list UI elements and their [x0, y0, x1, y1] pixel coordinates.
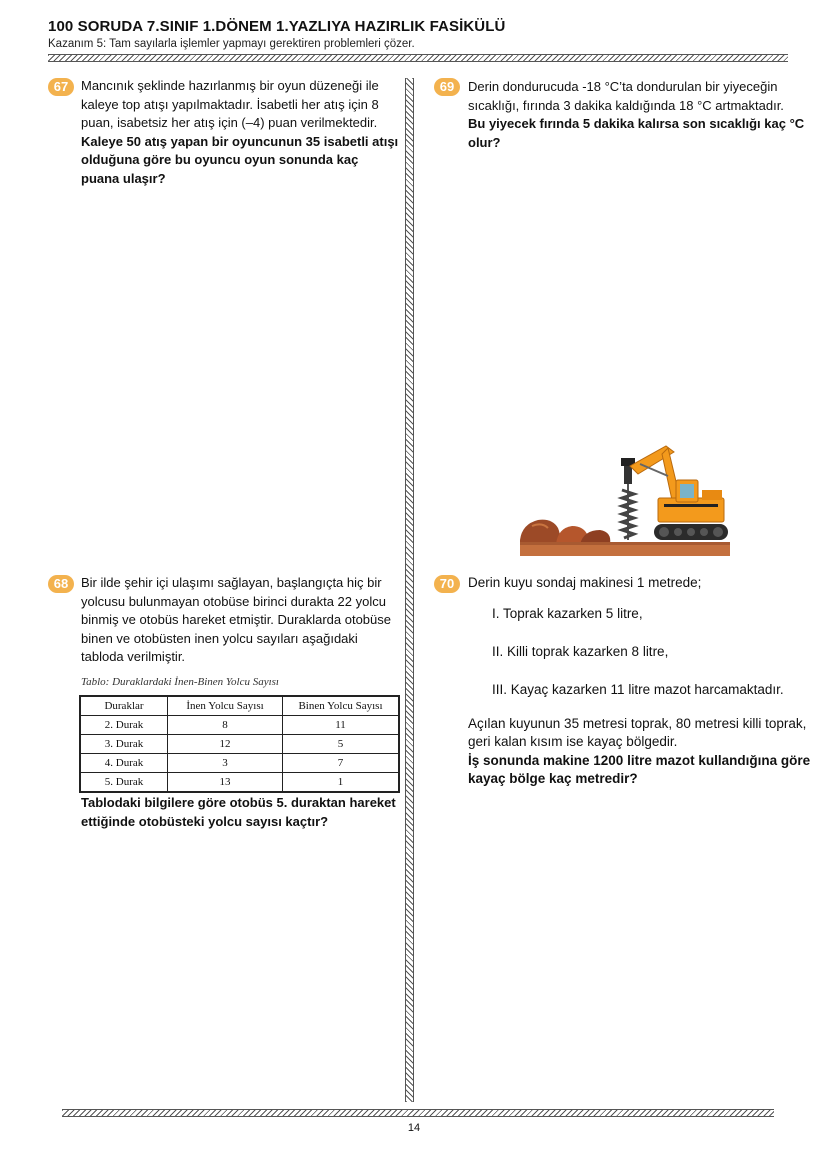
table-cell: 8	[168, 716, 283, 735]
question-70	[468, 574, 813, 789]
table-cell: 5	[283, 735, 400, 754]
table-cell: 4. Durak	[80, 754, 168, 773]
page-subtitle: Kazanım 5: Tam sayılarla işlemler yapmayı gerektiren problemleri çözer.	[48, 38, 415, 50]
question-text: Açılan kuyunun 35 metresi toprak, 80 metresi killi toprak, geri kalan kısım ise kayaç bölgedir.	[468, 715, 807, 749]
question-text: Mancınık şeklinde hazırlanmış bir oyun düzeneği ile kaleye top atışı yapılmaktadır. İsabetli her atış için 8 puan, isabetsiz her atış için (–4) puan verilmektedir.	[81, 78, 379, 130]
question-68	[81, 574, 401, 667]
table-caption: Tablo: Duraklardaki İnen-Binen Yolcu Sayısı	[81, 676, 279, 688]
table-cell: 5. Durak	[80, 773, 168, 793]
question-prompt: Bu yiyecek fırında 5 dakika kalırsa son sıcaklığı kaç °C olur?	[468, 116, 805, 150]
list-item: II. Killi toprak kazarken 8 litre,	[492, 643, 669, 659]
question-prompt: Kaleye 50 atış yapan bir oyuncunun 35 isabetli atışı olduğuna göre bu oyuncu oyun sonunda kaç puana ulaşır?	[81, 133, 399, 186]
top-divider	[48, 54, 788, 62]
question-text: Bir ilde şehir içi ulaşımı sağlayan, başlangıçta hiç bir yolcusu bulunmayan otobüse birinci durakta 22 yolcu binmiş ve otobüs hareket etmiştir. Duraklarda otobüse binen ve otobüsten inen yolcu sayıları aşağıdaki tabloda verilmiştir.	[81, 575, 391, 664]
table-cell: 3. Durak	[80, 735, 168, 754]
question-69	[468, 78, 810, 152]
table-cell: 7	[283, 754, 400, 773]
question-67	[81, 77, 399, 188]
bottom-divider	[62, 1109, 774, 1117]
excavator-tracks	[654, 524, 728, 540]
page-number: 14	[407, 1122, 421, 1134]
table-row	[80, 735, 399, 754]
drilling-machine-illustration	[518, 440, 732, 558]
table-cell: 12	[168, 735, 283, 754]
passenger-table	[79, 695, 400, 793]
question-number-badge: 68	[48, 575, 74, 593]
question-number-badge: 70	[434, 575, 460, 593]
table-cell: 3	[168, 754, 283, 773]
table-cell: 1	[283, 773, 400, 793]
table-row	[80, 773, 399, 793]
excavator-arm	[630, 446, 680, 500]
table-cell: 11	[283, 716, 400, 735]
column-header: İnen Yolcu Sayısı	[168, 696, 283, 716]
question-prompt: İş sonunda makine 1200 litre mazot kullandığına göre kayaç bölge kaç metredir?	[468, 752, 811, 786]
column-header: Binen Yolcu Sayısı	[283, 696, 400, 716]
list-item: I. Toprak kazarken 5 litre,	[492, 605, 643, 621]
table-cell: 13	[168, 773, 283, 793]
column-header: Duraklar	[80, 696, 168, 716]
table-cell: 2. Durak	[80, 716, 168, 735]
table-header-row	[80, 696, 399, 716]
page-title: 100 SORUDA 7.SINIF 1.DÖNEM 1.YAZLIYA HAZIRLIK FASİKÜLÜ	[48, 18, 506, 35]
rock-pile	[520, 520, 610, 544]
auger-drill	[621, 458, 635, 540]
question-number-badge: 69	[434, 78, 460, 96]
table-row	[80, 754, 399, 773]
question-number-badge: 67	[48, 78, 74, 96]
question-text: Derin kuyu sondaj makinesi 1 metrede;	[468, 575, 702, 590]
list-item: III. Kayaç kazarken 11 litre mazot harcamaktadır.	[492, 681, 784, 697]
excavator-body	[658, 480, 724, 522]
question-text: Derin dondurucuda -18 °C’ta dondurulan bir yiyeceğin sıcaklığı, fırında 3 dakika kaldığında 18 °C artmaktadır.	[468, 79, 784, 113]
question-prompt: Tablodaki bilgilere göre otobüs 5. duraktan hareket ettiğinde otobüsteki yolcu sayısı kaçtır?	[81, 795, 396, 829]
table-row	[80, 716, 399, 735]
column-divider	[405, 78, 414, 1102]
